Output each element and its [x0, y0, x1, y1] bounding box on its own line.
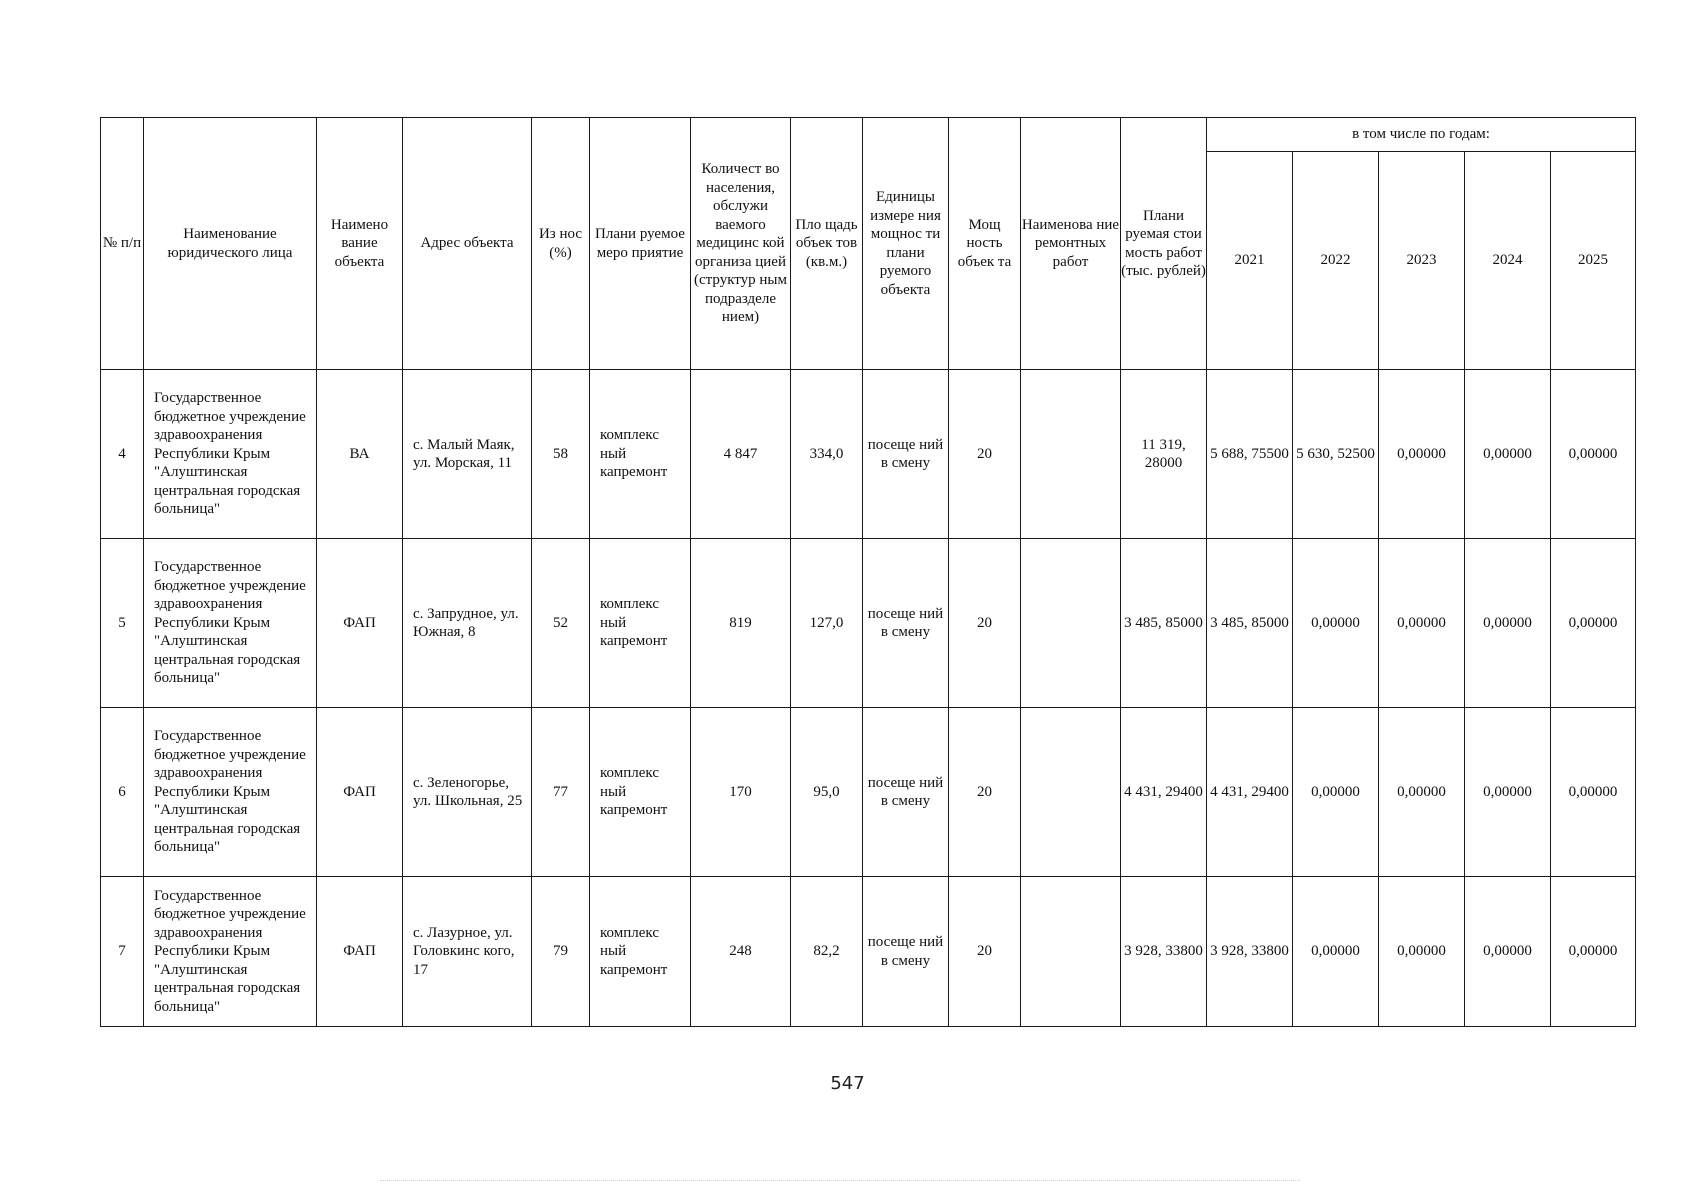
row-2025: 0,00000 — [1551, 370, 1636, 539]
row-works — [1021, 877, 1121, 1027]
row-capacity: 20 — [949, 877, 1021, 1027]
row-works — [1021, 370, 1121, 539]
header-year-2025: 2025 — [1551, 152, 1636, 370]
row-area: 334,0 — [791, 370, 863, 539]
header-capacity: Мощ ность объек та — [949, 118, 1021, 370]
row-2023: 0,00000 — [1379, 539, 1465, 708]
row-cost: 3 928, 33800 — [1121, 877, 1207, 1027]
row-event: комплекс ный капремонт — [590, 708, 691, 877]
row-2021: 3 485, 85000 — [1207, 539, 1293, 708]
row-address: с. Зеленогорье, ул. Школьная, 25 — [403, 708, 532, 877]
row-units: посеще ний в смену — [863, 877, 949, 1027]
row-population: 170 — [691, 708, 791, 877]
row-org: Государственное бюджетное учреждение здравоохранения Республики Крым "Алуштинская центральная городская больница" — [144, 708, 317, 877]
document-page — [100, 117, 1636, 1027]
row-2022: 0,00000 — [1293, 539, 1379, 708]
row-org: Государственное бюджетное учреждение здравоохранения Республики Крым "Алуштинская центральная городская больница" — [144, 539, 317, 708]
row-area: 82,2 — [791, 877, 863, 1027]
row-2022: 0,00000 — [1293, 708, 1379, 877]
row-2022: 5 630, 52500 — [1293, 370, 1379, 539]
row-num: 5 — [101, 539, 144, 708]
header-population: Количест во населения, обслужи ваемого медицинс кой организа цией (структур ным подразделе нием) — [691, 118, 791, 370]
row-org: Государственное бюджетное учреждение здравоохранения Республики Крым "Алуштинская центральная городская больница" — [144, 370, 317, 539]
row-address: с. Лазурное, ул. Головкинс кого, 17 — [403, 877, 532, 1027]
table-row — [101, 539, 1636, 708]
header-area: Пло щадь объек тов (кв.м.) — [791, 118, 863, 370]
row-2023: 0,00000 — [1379, 708, 1465, 877]
row-address: с. Запрудное, ул. Южная, 8 — [403, 539, 532, 708]
row-area: 95,0 — [791, 708, 863, 877]
row-object: ФАП — [317, 708, 403, 877]
row-cost: 3 485, 85000 — [1121, 539, 1207, 708]
row-works — [1021, 708, 1121, 877]
row-wear: 52 — [532, 539, 590, 708]
table-row — [101, 370, 1636, 539]
header-cost: Плани руемая стои мость работ (тыс. рублей) — [1121, 118, 1207, 370]
row-capacity: 20 — [949, 708, 1021, 877]
row-wear: 79 — [532, 877, 590, 1027]
row-2023: 0,00000 — [1379, 877, 1465, 1027]
header-object-name: Наимено вание объекта — [317, 118, 403, 370]
header-event: Плани руемое меро приятие — [590, 118, 691, 370]
table-row — [101, 877, 1636, 1027]
row-2021: 5 688, 75500 — [1207, 370, 1293, 539]
scan-artifact-line — [380, 1180, 1300, 1183]
row-2025: 0,00000 — [1551, 539, 1636, 708]
row-object: ФАП — [317, 539, 403, 708]
row-2024: 0,00000 — [1465, 539, 1551, 708]
row-2025: 0,00000 — [1551, 708, 1636, 877]
header-year-2023: 2023 — [1379, 152, 1465, 370]
row-2025: 0,00000 — [1551, 877, 1636, 1027]
row-wear: 77 — [532, 708, 590, 877]
row-units: посеще ний в смену — [863, 708, 949, 877]
row-num: 4 — [101, 370, 144, 539]
row-2021: 4 431, 29400 — [1207, 708, 1293, 877]
row-org: Государственное бюджетное учреждение здравоохранения Республики Крым "Алуштинская центральная городская больница" — [144, 877, 317, 1027]
row-event: комплекс ный капремонт — [590, 539, 691, 708]
row-2024: 0,00000 — [1465, 708, 1551, 877]
row-population: 819 — [691, 539, 791, 708]
row-event: комплекс ный капремонт — [590, 370, 691, 539]
row-2021: 3 928, 33800 — [1207, 877, 1293, 1027]
row-works — [1021, 539, 1121, 708]
header-works: Наименова ние ремонтных работ — [1021, 118, 1121, 370]
row-units: посеще ний в смену — [863, 539, 949, 708]
header-wear: Из нос (%) — [532, 118, 590, 370]
row-2024: 0,00000 — [1465, 877, 1551, 1027]
row-units: посеще ний в смену — [863, 370, 949, 539]
page-number: 547 — [830, 1073, 865, 1094]
capital-repair-table — [100, 117, 1636, 1027]
row-cost: 11 319, 28000 — [1121, 370, 1207, 539]
row-object: ФАП — [317, 877, 403, 1027]
header-num: № п/п — [101, 118, 144, 370]
header-year-2022: 2022 — [1293, 152, 1379, 370]
header-by-years: в том числе по годам: — [1207, 118, 1636, 152]
row-num: 6 — [101, 708, 144, 877]
header-address: Адрес объекта — [403, 118, 532, 370]
header-org: Наименование юридического лица — [144, 118, 317, 370]
row-2022: 0,00000 — [1293, 877, 1379, 1027]
row-population: 4 847 — [691, 370, 791, 539]
row-capacity: 20 — [949, 370, 1021, 539]
header-year-2024: 2024 — [1465, 152, 1551, 370]
row-wear: 58 — [532, 370, 590, 539]
row-area: 127,0 — [791, 539, 863, 708]
row-capacity: 20 — [949, 539, 1021, 708]
row-cost: 4 431, 29400 — [1121, 708, 1207, 877]
row-num: 7 — [101, 877, 144, 1027]
row-address: с. Малый Маяк, ул. Морская, 11 — [403, 370, 532, 539]
row-event: комплекс ный капремонт — [590, 877, 691, 1027]
row-2024: 0,00000 — [1465, 370, 1551, 539]
table-row — [101, 708, 1636, 877]
header-year-2021: 2021 — [1207, 152, 1293, 370]
row-object: ВА — [317, 370, 403, 539]
row-2023: 0,00000 — [1379, 370, 1465, 539]
header-units: Единицы измере ния мощнос ти плани руемого объекта — [863, 118, 949, 370]
row-population: 248 — [691, 877, 791, 1027]
